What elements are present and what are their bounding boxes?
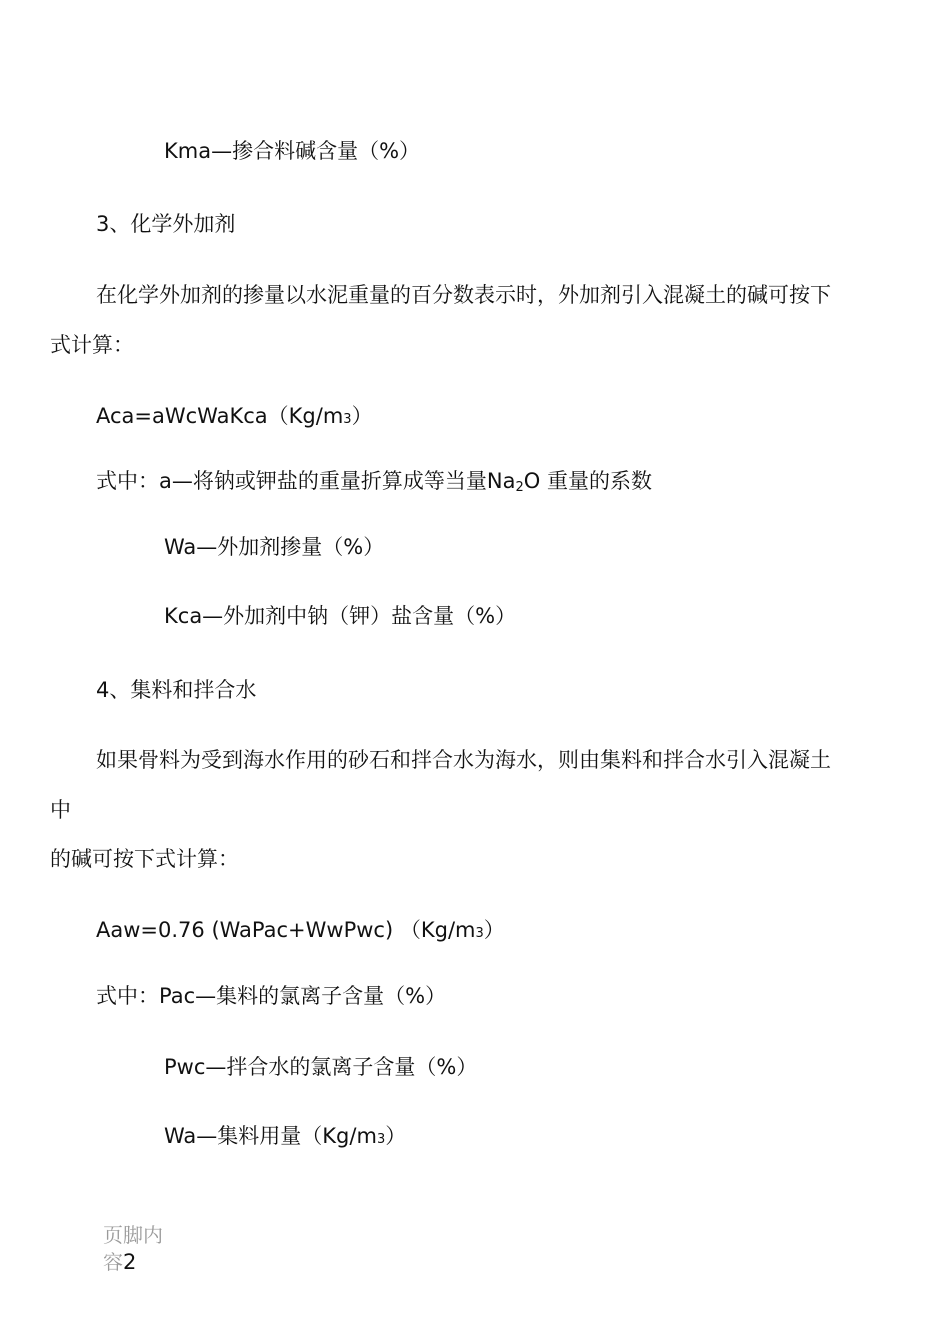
formula-aca-end: ）	[351, 404, 373, 428]
kma-definition: Kma—掺合料碱含量（%）	[164, 139, 421, 163]
page-number: 2	[123, 1250, 137, 1274]
formula-aaw-main: Aaw=0.76 (WaPac+WwPwc) （Kg/m	[96, 918, 476, 942]
footer-label: 页脚内容	[103, 1223, 163, 1274]
page-footer	[103, 1222, 173, 1276]
where-a-definition	[96, 466, 652, 503]
pwc-definition: Pwc—拌合水的氯离子含量（%）	[164, 1055, 478, 1079]
where-a-subscript: 2	[515, 480, 524, 495]
wa-amount-end: ）	[385, 1124, 407, 1148]
wa-amount-main: Wa—集料用量（Kg/m	[164, 1124, 377, 1148]
paragraph-3-line-1: 在化学外加剂的掺量以水泥重量的百分数表示时，外加剂引入混凝土的碱可按下	[96, 283, 831, 307]
formula-aaw-subscript: 3	[475, 926, 484, 941]
paragraph-4-line-2: 中	[50, 798, 71, 822]
where-a-end: O 重量的系数	[523, 469, 652, 493]
kca-definition: Kca—外加剂中钠（钾）盐含量（%）	[164, 604, 517, 628]
formula-aca-subscript: 3	[343, 412, 352, 427]
section-4-heading: 4、集料和拌合水	[96, 678, 257, 702]
section-3-heading: 3、化学外加剂	[96, 212, 236, 236]
paragraph-4-line-1: 如果骨料为受到海水作用的砂石和拌合水为海水，则由集料和拌合水引入混凝土	[96, 748, 831, 772]
wa-amount-subscript: 3	[376, 1132, 386, 1147]
wa-definition: Wa—外加剂掺量（%）	[164, 535, 385, 559]
wa-amount-definition	[164, 1121, 406, 1155]
formula-aaw-end: ）	[483, 918, 505, 942]
formula-aaw	[96, 915, 505, 949]
paragraph-3-line-2: 式计算：	[50, 333, 134, 357]
paragraph-4-line-3: 的碱可按下式计算：	[50, 847, 239, 871]
formula-aca-main: Aca=aWcWaKca（Kg/m	[96, 404, 344, 428]
where-a-main: 式中：a—将钠或钾盐的重量折算成等当量Na	[96, 469, 516, 493]
formula-aca	[96, 401, 373, 435]
where-pac-definition: 式中：Pac—集料的氯离子含量（%）	[96, 984, 447, 1008]
